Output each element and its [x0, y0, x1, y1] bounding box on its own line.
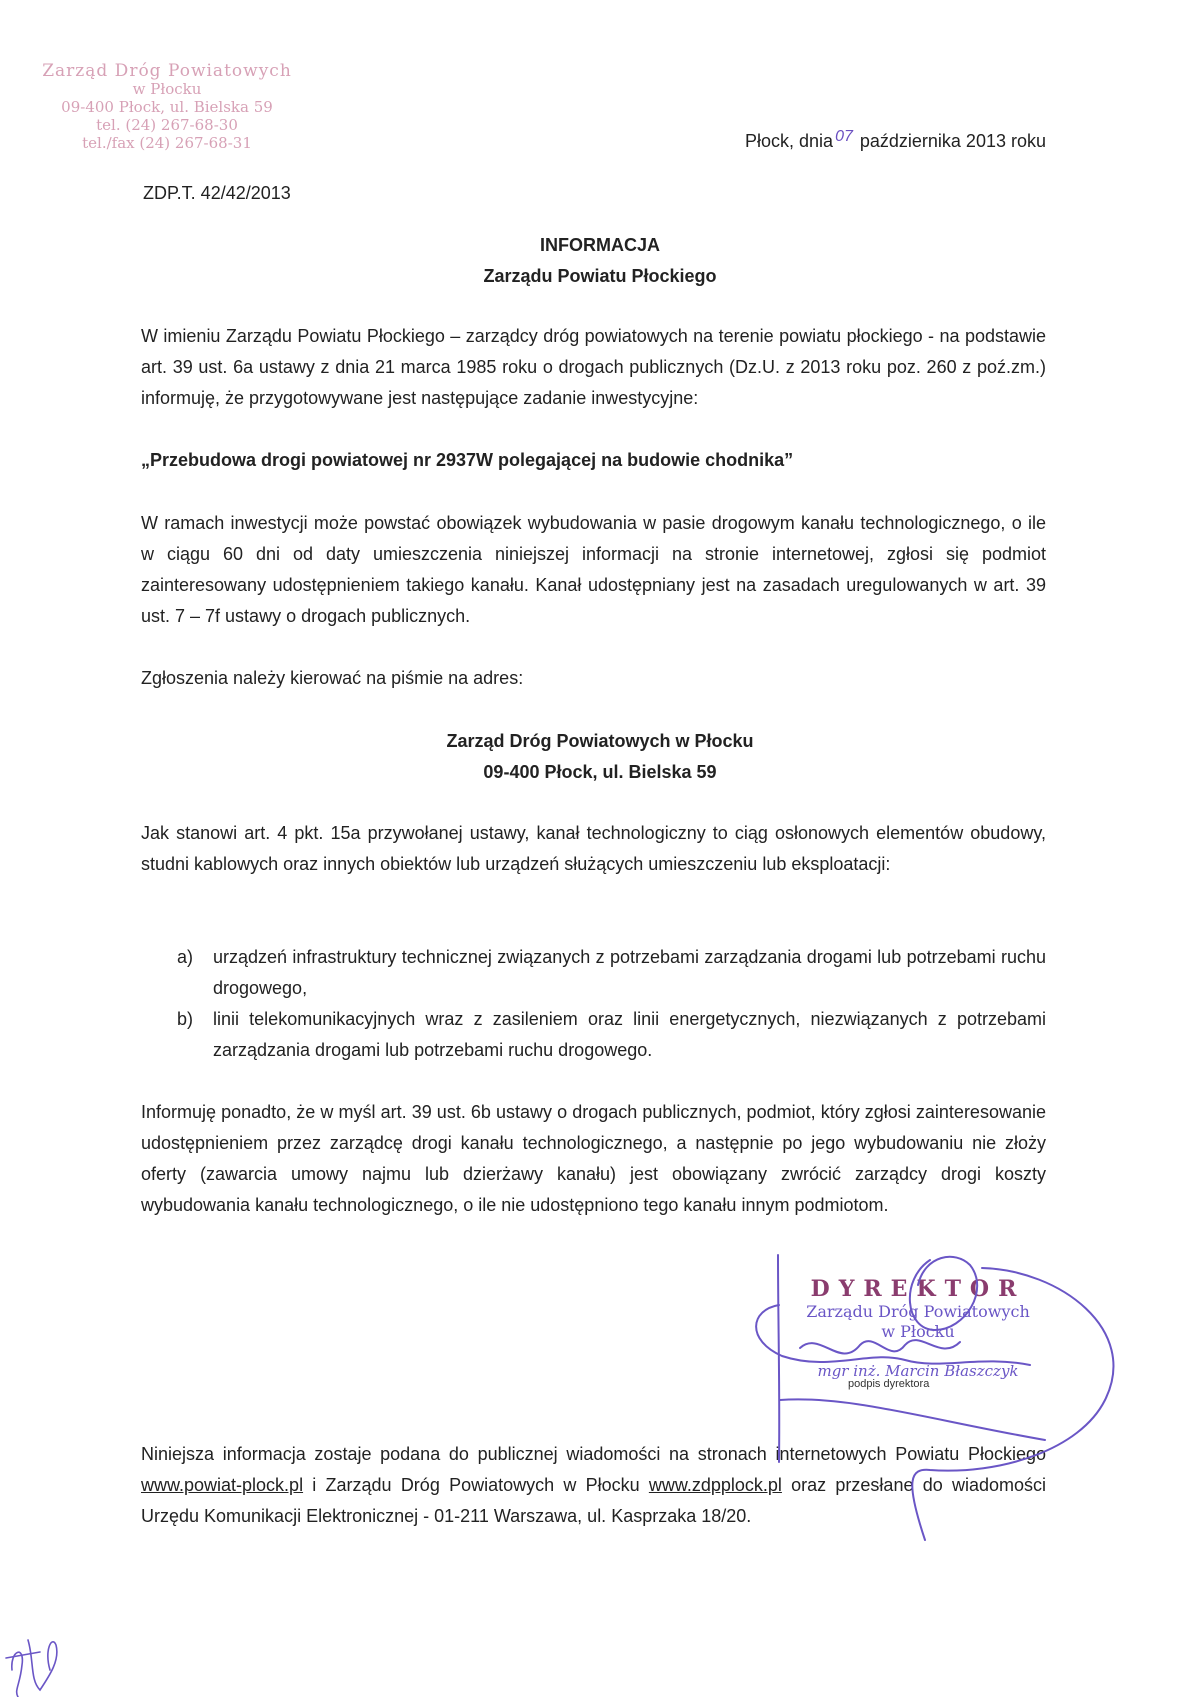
date-day-handwritten: 07 — [835, 128, 853, 145]
date-line — [706, 128, 1046, 152]
investment-paragraph: W ramach inwestycji może powstać obowiązek wybudowania w pasie drogowym kanału technologicznego, o ile w ciągu 60 dni od daty umieszczenia niniejszej informacji na stronie internetowej, zgłosi się podmiot zainteresowany udostępnieniem takiego kanału. Kanał udostępniany jest na zasadach uregulowanych w art. 39 ust. 7 – 7f ustawy o drogach publicznych. — [141, 513, 1046, 626]
list-item — [141, 942, 1046, 1004]
date-prefix: Płock, dnia — [745, 131, 834, 151]
list-item-text: urządzeń infrastruktury technicznej związanych z potrzebami zarządzania drogami lub potrzebami ruchu drogowego, — [213, 947, 1046, 998]
address-street: 09-400 Płock, ul. Bielska 59 — [483, 762, 717, 782]
stamp-line-1: Zarząd Dróg Powiatowych — [42, 61, 292, 81]
final-text-1: Niniejsza informacja zostaje podana do publicznej wiadomości na stronach internetowych Powiatu Płockiego — [141, 1444, 1046, 1464]
list-marker: a) — [177, 947, 194, 967]
stamp-line-2: w Płocku — [132, 80, 202, 98]
reference-number: ZDP.T. 42/42/2013 — [143, 183, 291, 203]
obligation-paragraph: Informuję ponadto, że w myśl art. 39 ust. 6b ustawy o drogach publicznych, podmiot, który zgłosi zainteresowanie udostępnieniem przez zarządcę drogi kanału technologicznego, a następnie po jego wybudowaniu nie złoży oferty (zawarcia umowy najmu lub dzierżawy kanału) jest obowiązany zwrócić zarządcy drogi koszty wybudowania kanału technologicznego, o ile nie udostępniono tego kanału innym podmiotom. — [141, 1102, 1046, 1215]
submit-paragraph: Zgłoszenia należy kierować na piśmie na adres: — [141, 668, 524, 688]
final-paragraph — [141, 1439, 1046, 1532]
stamp-line-3: 09-400 Płock, ul. Bielska 59 — [61, 98, 273, 116]
document-title: INFORMACJA — [540, 235, 660, 255]
director-name: mgr inż. Marcin Błaszczyk — [817, 1362, 1019, 1380]
zdpplock-link[interactable]: www.zdpplock.pl — [648, 1475, 782, 1495]
stamp-office: Zarządu Dróg Powiatowych — [806, 1302, 1030, 1321]
list-marker: b) — [177, 1009, 194, 1029]
stamp-title: DYREKTOR — [810, 1276, 1026, 1302]
signature-stroke — [780, 1399, 1045, 1440]
office-stamp — [22, 62, 312, 152]
stamp-line-5: tel./fax (24) 267-68-31 — [82, 134, 252, 152]
powiat-plock-link[interactable]: www.powiat-plock.pl — [141, 1475, 304, 1495]
address-name: Zarząd Dróg Powiatowych w Płocku — [446, 731, 754, 751]
initials-mark — [6, 1640, 57, 1697]
stamp-line-4: tel. (24) 267-68-30 — [96, 116, 238, 134]
list-item-text: linii telekomunikacyjnych wraz z zasileniem oraz linii energetycznych, niezwiązanych z potrzebami zarządzania drogami lub potrzebami ruchu drogowego. — [213, 1009, 1046, 1060]
definition-list — [141, 942, 1046, 1066]
address-block — [0, 726, 1200, 788]
date-suffix: października 2013 roku — [859, 131, 1046, 151]
stamp-city: w Płocku — [881, 1322, 955, 1341]
final-text-2: i Zarządu Dróg Powiatowych w Płocku — [303, 1475, 649, 1495]
intro-paragraph: W imieniu Zarządu Powiatu Płockiego – zarządcy dróg powiatowych na terenie powiatu płockiego - na podstawie art. 39 ust. 6a ustawy z dnia 21 marca 1985 roku o drogach publicznych (Dz.U. z 2013 roku poz. 260 z poź.zm.) informuję, że przygotowywane jest następujące zadanie inwestycyjne: — [141, 326, 1046, 408]
final-text-3: oraz przesłane do wiadomości Urzędu Komunikacji Elektronicznej - 01-211 Warszawa, ul. Kasprzaka 18/20. — [141, 1475, 1046, 1526]
project-title: „Przebudowa drogi powiatowej nr 2937W polegającej na budowie chodnika” — [141, 450, 794, 470]
document-subtitle: Zarządu Powiatu Płockiego — [483, 266, 717, 286]
signature-caption: podpis dyrektora — [848, 1378, 930, 1390]
definition-paragraph: Jak stanowi art. 4 pkt. 15a przywołanej ustawy, kanał technologiczny to ciąg osłonowych elementów obudowy, studni kablowych oraz innych obiektów lub urządzeń służących umieszczeniu lub eksploatacji: — [141, 823, 1046, 874]
director-stamp — [788, 1276, 1048, 1380]
signature-stroke — [778, 1255, 779, 1462]
list-item — [141, 1004, 1046, 1066]
